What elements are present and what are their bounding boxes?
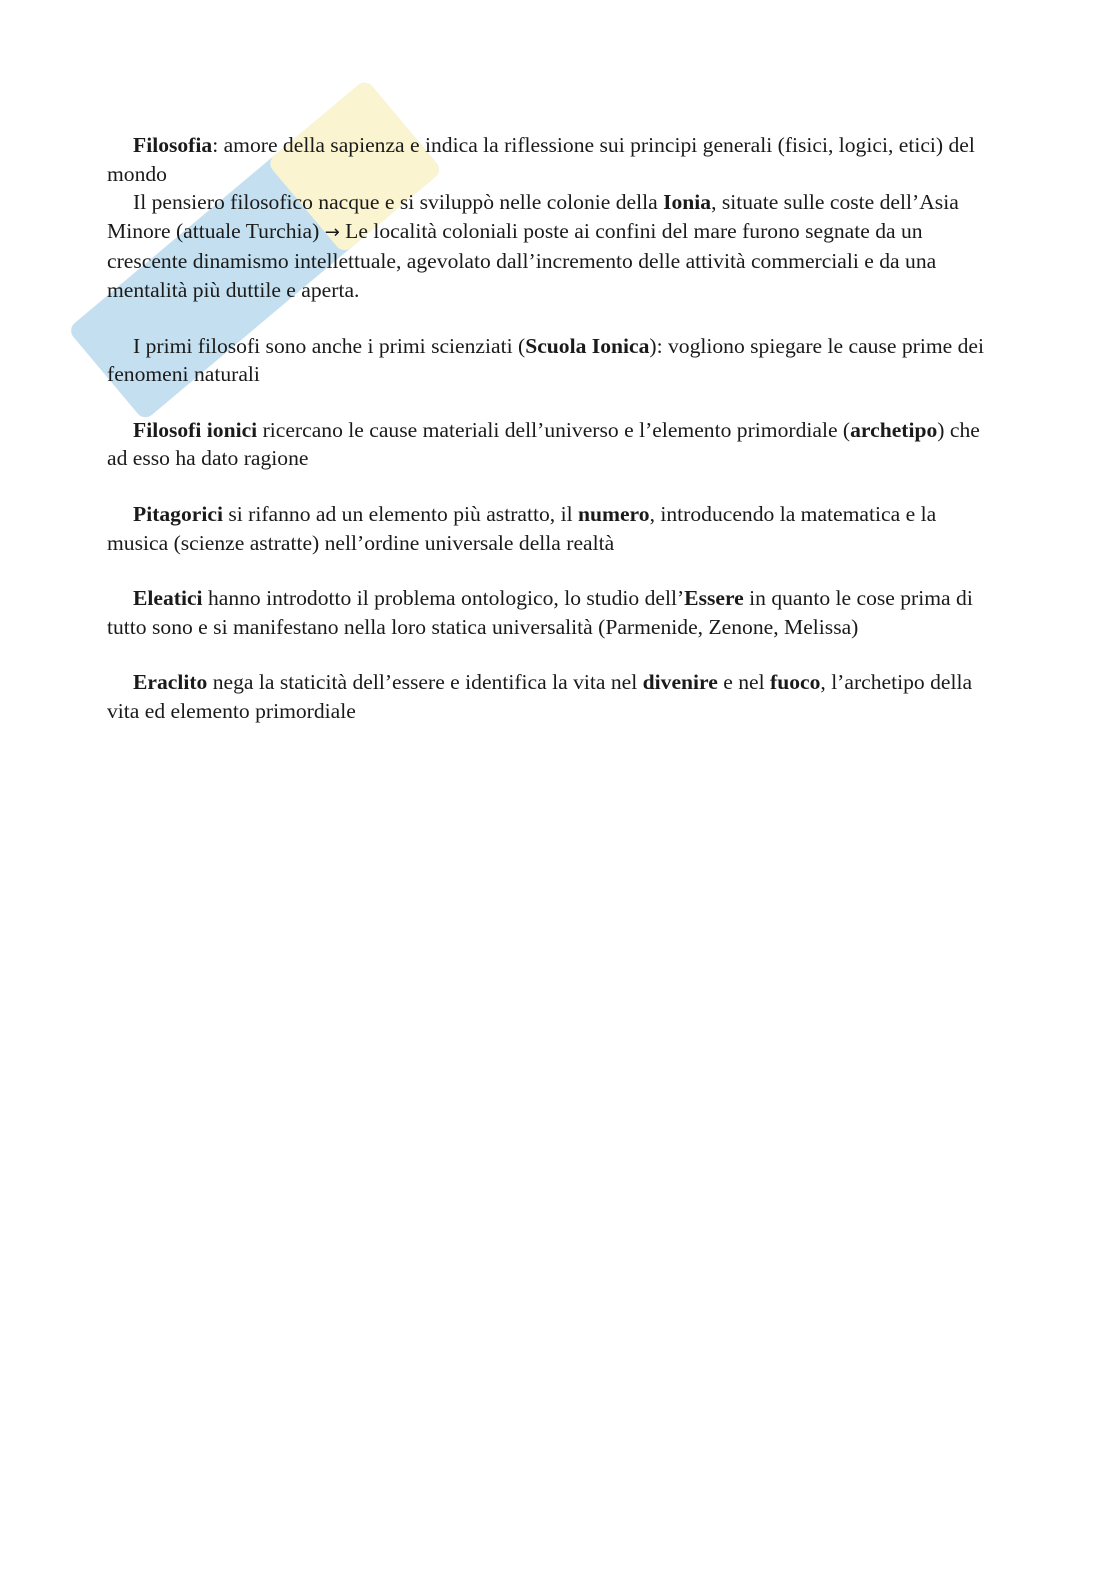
- term-numero: numero: [577, 501, 650, 526]
- paragraph-ionia: Il pensiero filosofico nacque e si sviluppò nelle colonie della Ionia, situate sulle coste dell’Asia Minore (attuale Turchia) → Le località coloniali poste ai confini del mare furono segnate da un crescente dinamismo intellettuale, agevolato dall’incremento delle attività commerciali e da una mentalità più duttile e aperta.: [107, 190, 959, 302]
- term-ionia: Ionia: [663, 190, 712, 215]
- paragraph-filosofi-ionici: Filosofi ionici ricercano le cause materiali dell’universo e l’elemento primordiale (archetipo) che ad esso ha dato ragione: [107, 417, 980, 471]
- term-eleatici: Eleatici: [133, 586, 203, 611]
- paragraph-filosofia: Filosofia: amore della sapienza e indica la riflessione sui principi generali (fisici, logici, etici) del mondo: [107, 133, 975, 186]
- paragraph-pitagorici: Pitagorici si rifanno ad un elemento più astratto, il numero, introducendo la matematica e la musica (scienze astratte) nell’ordine universale della realtà: [107, 501, 937, 555]
- paragraph-scuola-ionica: I primi filosofi sono anche i primi scienziati (Scuola Ionica): vogliono spiegare le cause prime dei fenomeni naturali: [107, 333, 984, 387]
- term-eraclito: Eraclito: [133, 670, 208, 695]
- term-pitagorici: Pitagorici: [133, 501, 223, 526]
- paragraph-eraclito: Eraclito nega la staticità dell’essere e identifica la vita nel divenire e nel fuoco, l’archetipo della vita ed elemento primordiale: [107, 670, 973, 723]
- paragraph-eleatici: Eleatici hanno introdotto il problema ontologico, lo studio dell’Essere in quanto le cose prima di tutto sono e si manifestano nella loro statica universalità (Parmenide, Zenone, Melissa): [107, 586, 973, 639]
- document-body: [107, 131, 1002, 726]
- term-fuoco: fuoco: [770, 670, 821, 695]
- term-divenire: divenire: [642, 670, 718, 695]
- arrow-right-icon: →: [324, 221, 340, 243]
- term-scuola-ionica: Scuola Ionica: [525, 333, 650, 358]
- term-filosofi-ionici: Filosofi ionici: [133, 417, 258, 442]
- term-filosofia: Filosofia: [133, 133, 213, 157]
- term-essere: Essere: [684, 586, 744, 611]
- term-archetipo: archetipo: [850, 417, 938, 442]
